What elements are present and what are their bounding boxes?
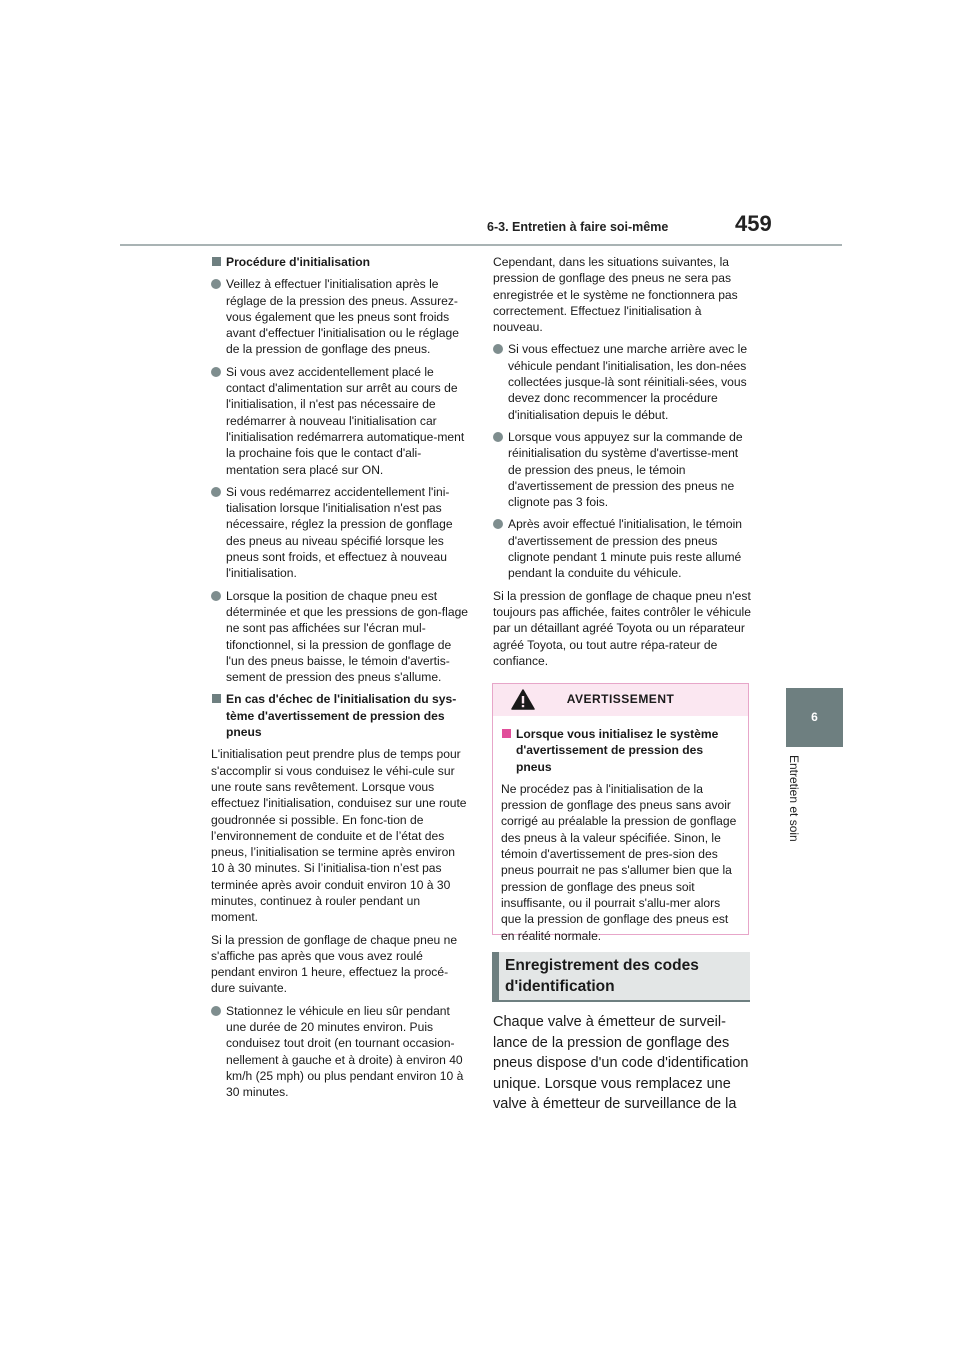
square-bullet-icon	[212, 694, 221, 703]
header-divider	[120, 244, 842, 246]
list-item: Lorsque vous appuyez sur la commande de réinitialisation du système d'avertisse-ment de pression des pneus, le témoin d'avertissement de pression des pneus ne clignote pas 3 fois.	[493, 429, 751, 510]
list-item: Si vous avez accidentellement placé le contact d'alimentation sur arrêt au cours de l'initialisation, il n'est pas nécessaire de redémarrer à nouveau l'initialisation car l'initialisation redémarrera automatique-ment la prochaine fois que le contact d'ali-mentation sera placé sur ON.	[211, 364, 469, 478]
chapter-tab	[786, 688, 843, 747]
round-bullet-icon	[211, 1006, 221, 1016]
square-bullet-icon	[502, 729, 511, 738]
round-bullet-icon	[493, 519, 503, 529]
square-bullet-icon	[212, 257, 221, 266]
subheading-initialisation: Procédure d'initialisation	[211, 254, 469, 270]
section-heading-registration	[492, 952, 750, 1002]
registration-text: Chaque valve à émetteur de surveil-lance de la pression de gonflage des pneus dispose d'un code d'identification unique. Lorsque vous remplacez une valve à émetteur de surveillance de la	[493, 1014, 749, 1112]
warning-body	[493, 716, 748, 944]
page-number: 459	[735, 211, 772, 236]
round-bullet-icon	[211, 591, 221, 601]
list-item: Après avoir effectué l'initialisation, le témoin d'avertissement de pression des pneus clignote pendant 1 minute puis reste allumé pendant la conduite du véhicule.	[493, 516, 751, 581]
round-bullet-icon	[493, 344, 503, 354]
round-bullet-icon	[211, 487, 221, 497]
warning-text: Ne procédez pas à l'initialisation de la pression de gonflage des pneus sans avoir corrigé au préalable la pression de gonflage des pneus à la valeur spécifiée. Sinon, le témoin d'avertissement de pres-sion des pneus pourrait ne pas s'allumer bien que la pression de gonflage des pneus soit insuffisante, ou il pourrait s'allu-mer alors que la pression de gonflage des pneus est en réalité normale.	[501, 781, 737, 943]
paragraph: Si la pression de gonflage de chaque pneu ne s'affiche pas après que vous avez roulé pendant environ 1 heure, effectuez la procé-dure suivante.	[211, 932, 458, 996]
section-title: 6-3. Entretien à faire soi-même	[487, 220, 669, 234]
round-bullet-icon	[493, 432, 503, 442]
list-item: Veillez à effectuer l'initialisation après le réglage de la pression des pneus. Assurez-vous également que les pneus sont froids avant d'effectuer l'initialisation ou le réglage de la pression de gonflage des pneus.	[211, 276, 469, 357]
paragraph: L'initialisation peut prendre plus de temps pour s'accomplir si vous conduisez le véhi-cule sur une route sans revêtement. Lorsque vous effectuez l'initialisation, conduisez sur une route goudronnée si possible. En fonc-tion de l’environnement de conduite et de l’état des pneus, l’initialisation se termine après environ 10 à 30 minutes. Si l’initialisa-tion n’est pas terminée après avoir conduit environ 10 à 30 minutes, continuez à rouler pendant un moment.	[211, 747, 467, 925]
right-column	[493, 254, 751, 675]
chapter-label: Entretien et soin	[787, 755, 801, 842]
chapter-number: 6	[811, 710, 818, 724]
list-item: Si vous effectuez une marche arrière avec le véhicule pendant l'initialisation, les don-nées collectées jusque-là sont réinitiali-sées, vous devez donc recommencer la procédure d'initialisation depuis le début.	[493, 341, 751, 422]
warning-title: AVERTISSEMENT	[566, 692, 675, 706]
warning-subheading: Lorsque vous initialisez le système d'avertissement de pression des pneus	[501, 726, 738, 775]
list-item: Si vous redémarrez accidentellement l'ini-tialisation lorsque l'initialisation n'est pas nécessaire, réglez la pression de gonflage des pneus au niveau spécifié lorsque les pneus sont froids, et effectuez à nouveau l'initialisation.	[211, 484, 469, 582]
subheading-failure: En cas d'échec de l'initialisation du sys-tème d'avertissement de pression des pneus	[211, 691, 469, 740]
left-column	[211, 254, 469, 1107]
paragraph: Cependant, dans les situations suivantes, la pression de gonflage des pneus ne sera pas enregistrée et le système ne fonctionnera pas correctement. Effectuez l'initialisation à nouveau.	[493, 255, 738, 335]
warning-box	[492, 683, 749, 943]
heading-accent-bar	[492, 952, 499, 1000]
round-bullet-icon	[211, 367, 221, 377]
list-item: Lorsque la position de chaque pneu est déterminée et que les pressions de gon-flage ne sont pas affichées sur l'écran mul-tifonctionnel, si la pression de gonflage de l'un des pneus baisse, le témoin d'avertis-sement de pression des pneus s'allume.	[211, 588, 469, 686]
list-item: Stationnez le véhicule en lieu sûr pendant une durée de 20 minutes environ. Puis conduisez tout droit (en tournant occasion-nellement à gauche et à droite) à environ 40 km/h (25 mph) ou plus pendant environ 10 à 30 minutes.	[211, 1003, 469, 1101]
section-heading-text: Enregistrement des codes d'identification	[505, 957, 699, 995]
round-bullet-icon	[211, 279, 221, 289]
warning-header	[493, 684, 748, 716]
paragraph: Si la pression de gonflage de chaque pneu n'est toujours pas affichée, faites contrôler le véhicule par un détaillant agréé Toyota ou un réparateur agréé Toyota, ou tout autre répa-rateur de confiance.	[493, 588, 751, 668]
